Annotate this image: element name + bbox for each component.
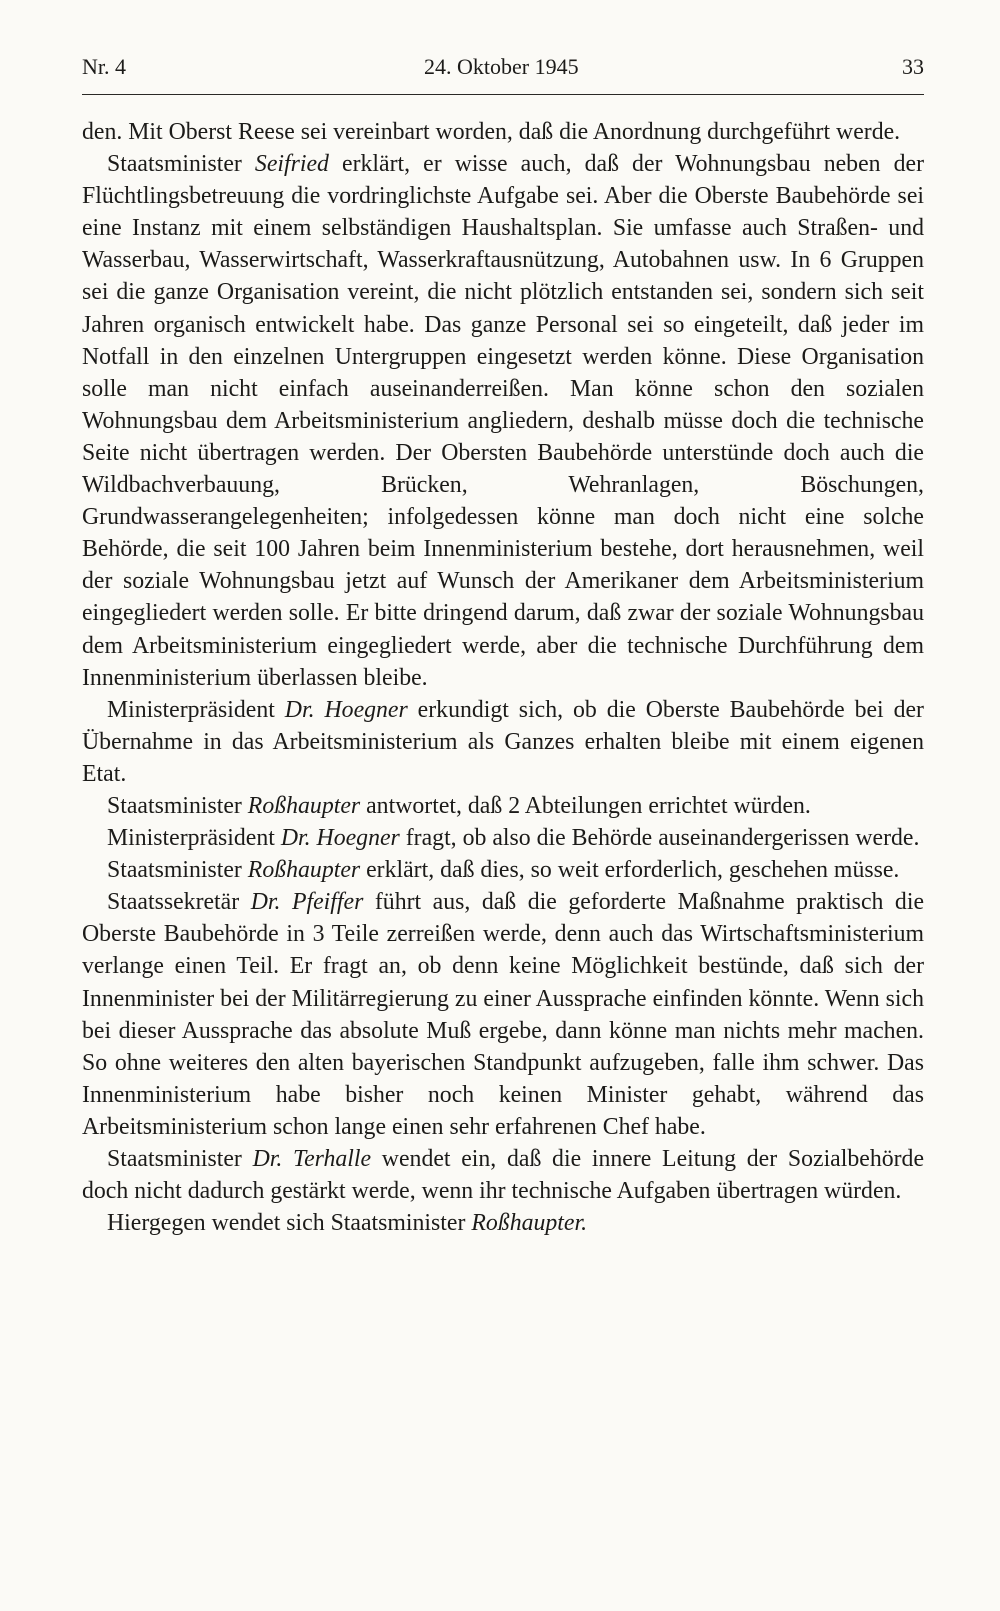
issue-number: Nr. 4: [82, 54, 126, 79]
paragraph-text: den. Mit Oberst Reese sei vereinbart worden, daß die Anordnung durchgeführt werde.: [82, 119, 901, 145]
speaker-role: Ministerpräsident: [107, 696, 285, 723]
paragraph-text: Hiergegen wendet sich Staatsminister: [107, 1210, 472, 1237]
paragraph-text: erklärt, er wisse auch, daß der Wohnungsbau neben der Flüchtlingsbetreuung die vordringlichste Aufgabe sei. Aber die Oberste Baubehörde sei eine Instanz mit einem selbständigen Haushaltsplan. Sie umfasse auch Straßen- und Wasserbau, Wasserwirtschaft, Wasserkraftausnützung, Autobahnen usw. In 6 Gruppen sei die ganze Organisation vereint, die nicht plötzlich entstanden sei, sondern sich seit Jahren organisch entwickelt habe. Das ganze Personal sei so eingeteilt, daß jeder im Notfall in den einzelnen Untergruppen eingesetzt werden könne. Diese Organisation solle man nicht einfach auseinanderreißen. Man könne schon den sozialen Wohnungsbau dem Arbeitsministerium angliedern, deshalb müsse doch die technische Seite nicht übertragen werden. Der Obersten Baubehörde unterstünde doch auch die Wildbachverbauung, Brücken, Wehranlagen, Böschungen, Grundwasserangelegenheiten; infolgedessen könne man doch nicht eine solche Behörde, die seit 100 Jahren beim Innenministerium bestehe, dort herausnehmen, weil der soziale Wohnungsbau jetzt auf Wunsch der Amerikaner dem Arbeitsministerium eingegliedert werden solle. Er bitte dringend darum, daß zwar der soziale Wohnungsbau dem Arbeitsministerium eingegliedert werde, aber die technische Durchführung dem Innenministerium überlassen bleibe.: [82, 151, 924, 691]
speaker-name: Roßhaupter.: [471, 1210, 588, 1237]
speaker-name: Dr. Hoegner: [280, 825, 400, 852]
paragraph-terhalle: [82, 1143, 924, 1207]
speaker-name: Dr. Terhalle: [252, 1146, 372, 1172]
paragraph-rosshaupter-1: [82, 790, 924, 822]
speaker-role: Ministerpräsident: [107, 825, 281, 852]
body-text: [82, 116, 924, 1239]
paragraph-hoegner-2: [82, 822, 924, 854]
paragraph-continuation: [82, 116, 924, 148]
speaker-name: Seifried: [254, 151, 329, 178]
paragraph-pfeiffer: [82, 886, 924, 1143]
speaker-role: Staatsminister: [107, 1146, 253, 1172]
paragraph-text: fragt, ob also die Behörde auseinandergerissen werde.: [399, 825, 920, 852]
running-header: [82, 50, 924, 95]
paragraph-rosshaupter-3: [82, 1207, 924, 1239]
paragraph-hoegner-1: [82, 694, 924, 790]
speaker-role: Staatsminister: [107, 857, 248, 884]
paragraph-rosshaupter-2: [82, 854, 924, 886]
speaker-name: Roßhaupter: [247, 792, 361, 819]
speaker-role: Staatssekretär: [107, 889, 251, 916]
paragraph-seifried: [82, 148, 924, 694]
paragraph-text: antwortet, daß 2 Abteilungen errichtet würden.: [360, 792, 811, 819]
speaker-role: Staatsminister: [107, 792, 248, 819]
paragraph-text: erklärt, daß dies, so weit erforderlich, geschehen müsse.: [360, 857, 900, 884]
speaker-name: Roßhaupter: [247, 857, 361, 884]
page-number: 33: [902, 54, 924, 79]
speaker-name: Dr. Pfeiffer: [250, 889, 364, 916]
paragraph-text: erkundigt sich, ob die Oberste Baubehörde bei der Übernahme in das Arbeitsministerium als Ganzes erhalten bleibe mit einem eigenen Etat.: [82, 696, 924, 787]
speaker-role: Staatsminister: [107, 151, 255, 178]
paragraph-text: führt aus, daß die geforderte Maßnahme praktisch die Oberste Baubehörde in 3 Teile zerreißen werde, denn auch das Wirtschaftsministerium verlange einen Teil. Er fragt an, ob denn keine Möglichkeit bestünde, daß sich der Innenminister bei der Militärregierung zu einer Aussprache einfinden könnte. Wenn sich bei dieser Aussprache das absolute Muß ergebe, dann könne man nichts mehr machen. So ohne weiteres den alten bayerischen Standpunkt aufzugeben, falle ihm schwer. Das Innenministerium habe bisher noch keinen Minister gehabt, während das Arbeitsministerium schon lange einen sehr erfahrenen Chef habe.: [82, 889, 925, 1140]
paragraph-text: wendet ein, daß die innere Leitung der Sozialbehörde doch nicht dadurch gestärkt werde, wenn ihr technische Aufgaben übertragen würden.: [82, 1146, 925, 1205]
speaker-name: Dr. Hoegner: [284, 696, 408, 723]
header-date: 24. Oktober 1945: [424, 54, 579, 79]
